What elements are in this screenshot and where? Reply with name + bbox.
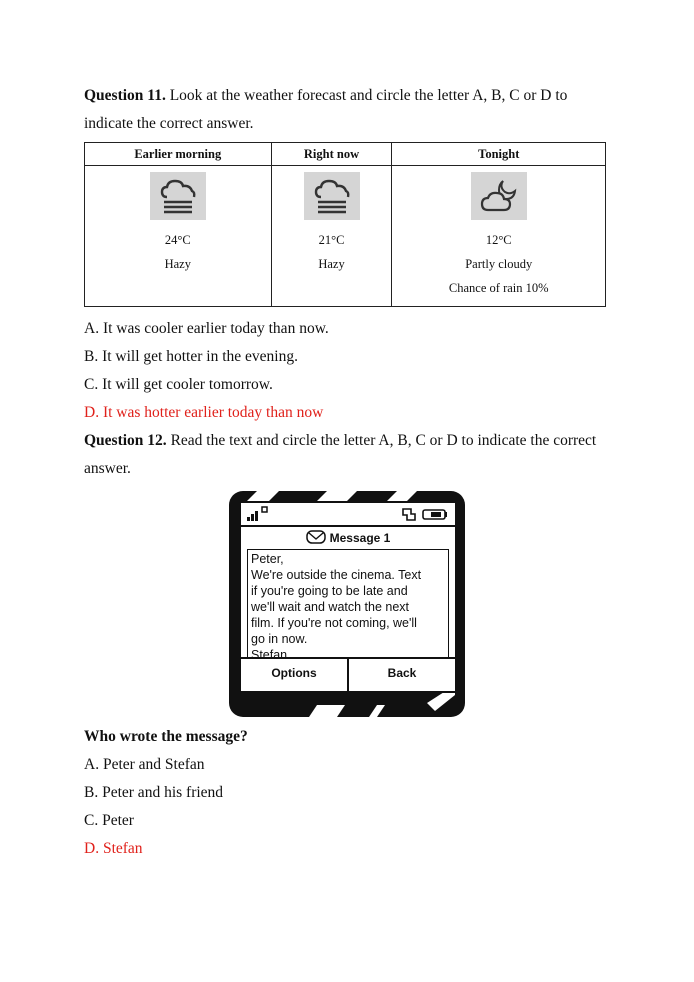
message-line: if you're going to be late and [251,584,408,598]
weather-table [84,142,606,307]
worksheet [84,82,610,863]
phone-image [227,489,467,719]
q12-label: Question 12. [84,432,167,449]
cond-right-now: Hazy [318,257,345,271]
message-line: we'll wait and watch the next [251,600,410,614]
softkeys [241,657,455,691]
cond-earlier-morning: Hazy [164,257,191,271]
q12-question-text: Who wrote the message? [84,728,248,745]
q12-question [84,723,610,751]
fog-cloud-icon [304,172,360,220]
q11-option-a[interactable]: A. It was cooler earlier today than now. [84,320,329,337]
cell-earlier-morning [85,166,272,307]
q11-prompt [84,82,610,110]
q11-label: Question 11. [84,87,166,104]
message-line: go in now. [251,632,308,646]
cell-right-now [271,166,392,307]
cond-tonight: Partly cloudy [465,257,533,271]
fog-cloud-icon [150,172,206,220]
status-bar [241,503,455,527]
header-right-now: Right now [271,143,392,166]
q12-option-d[interactable]: D. Stefan [84,840,143,857]
message-body [247,549,449,662]
header-earlier-morning: Earlier morning [85,143,272,166]
signal-icon [247,506,277,522]
message-line: Stefan [251,648,288,662]
phone-screen [239,501,457,693]
cloud-moon-icon [471,172,527,220]
q12-prompt-2: answer. [84,460,131,477]
cell-tonight [392,166,606,307]
message-title: Message 1 [329,531,391,545]
q11-option-c[interactable]: C. It will get cooler tomorrow. [84,376,273,393]
battery-icon [401,506,449,522]
message-line: We're outside the cinema. Text [251,568,422,582]
back-softkey[interactable]: Back [387,666,417,680]
q12-option-b[interactable]: B. Peter and his friend [84,784,224,801]
q11-option-b[interactable]: B. It will get hotter in the evening. [84,348,298,365]
message-header [241,527,455,549]
q12-text: Read the text and circle the letter A, B, C or D to indicate the correct [170,432,597,449]
message-line: film. If you're not coming, we'll [251,616,417,630]
q11-option-d[interactable]: D. It was hotter earlier today than now [84,404,324,421]
header-tonight: Tonight [392,143,606,166]
q12-option-c[interactable]: C. Peter [84,812,134,829]
q11-prompt-2: indicate the correct answer. [84,115,254,132]
rain-chance-tonight: Chance of rain 10% [448,281,549,295]
message-line: Peter, [251,552,284,566]
options-softkey[interactable]: Options [241,659,349,691]
envelope-icon [306,530,326,544]
temp-right-now: 21°C [318,233,345,247]
q11-text: Look at the weather forecast and circle the letter A, B, C or D to [169,87,568,104]
q12-option-a[interactable]: A. Peter and Stefan [84,756,205,773]
temp-tonight: 12°C [485,233,512,247]
temp-earlier-morning: 24°C [164,233,191,247]
q12-prompt [84,427,610,455]
